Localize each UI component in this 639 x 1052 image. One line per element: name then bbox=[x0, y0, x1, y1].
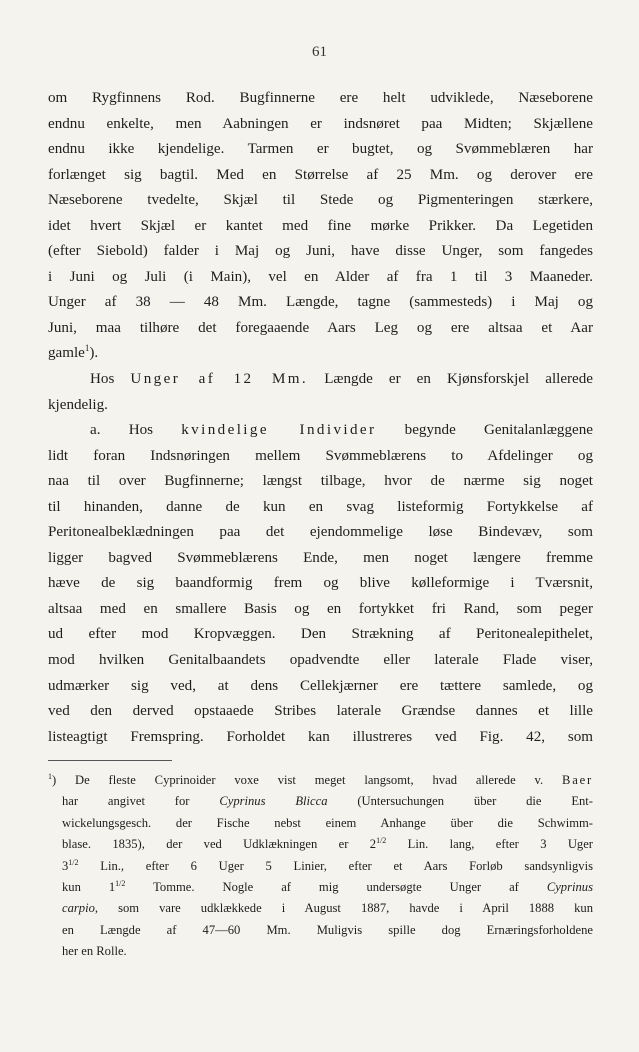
text-line: ligger bagved Svømmeblærens Ende, men noget længere fremme bbox=[48, 549, 593, 566]
section-label: a. bbox=[90, 422, 101, 439]
footnote-line bbox=[48, 856, 593, 877]
text-line bbox=[48, 341, 593, 367]
footnote-line bbox=[48, 770, 593, 791]
text-line: lidt foran Indsnøringen mellem Svømmeblærens to Afdelinger og bbox=[48, 447, 593, 464]
footnote-reference[interactable]: 1 bbox=[84, 343, 90, 354]
text-line: Næseborene tvedelte, Skjæl til Stede og Pigmenteringen stærkere, bbox=[48, 192, 593, 209]
text-fragment: , som vare udklækkede i August 1887, havde i April 1888 kun bbox=[94, 901, 593, 916]
footnote-line: her en Rolle. bbox=[62, 944, 127, 959]
text-line: ud efter mod Kropvæggen. Den Strækning af Peritonealepithelet, bbox=[48, 626, 593, 643]
text-line: endnu ikke kjendelige. Tarmen er bugtet, og Svømmeblæren har bbox=[48, 141, 593, 158]
fraction: 1/2 bbox=[115, 878, 126, 888]
text-line: altsaa med en smallere Basis og en fortykket fri Rand, som peger bbox=[48, 600, 593, 617]
text-line: naa til over Bugfinnerne; længst tilbage, hvor de nærme sig noget bbox=[48, 473, 593, 490]
text-fragment: Lin. lang, efter 3 Uger bbox=[386, 837, 593, 852]
text-line bbox=[48, 367, 593, 393]
text-fragment: ). bbox=[89, 345, 99, 362]
body-text bbox=[48, 86, 593, 750]
footnote-line bbox=[48, 791, 593, 812]
footnote-line bbox=[48, 898, 593, 919]
text-line: hæve de sig baandformig frem og blive kølleformige i Tværsnit, bbox=[48, 575, 593, 592]
species-name: carpio bbox=[62, 901, 95, 916]
text-line: ved den derved opstaaede Stribes laterale Grændse dannes et lille bbox=[48, 703, 593, 720]
emphasized-text: Unger af 12 Mm. bbox=[130, 371, 309, 388]
text-line: listeagtigt Fremspring. Forholdet kan illustreres ved Fig. 42, som bbox=[48, 728, 593, 745]
text-line: kjendelig. bbox=[48, 396, 108, 413]
text-fragment: Længde er en Kjønsforskjel allerede bbox=[324, 371, 594, 388]
author-name: Baer bbox=[562, 773, 593, 787]
text-line: forlænget sig bagtil. Med en Størrelse af 25 Mm. og derover ere bbox=[48, 166, 593, 183]
text-fragment: Lin., efter 6 Uger 5 Linier, efter et Aars Forløb sandsynligvis bbox=[78, 858, 593, 873]
text-fragment: gamle bbox=[48, 345, 85, 362]
text-line: Juni, maa tilhøre det foregaaende Aars Leg og ere altsaa et Aar bbox=[48, 319, 593, 336]
emphasized-text: kvindelige Individer bbox=[181, 422, 377, 439]
text-fragment: begynde Genitalanlæggene bbox=[404, 422, 593, 439]
text-line: Peritonealbeklædningen paa det ejendommelige løse Bindevæv, som bbox=[48, 524, 593, 541]
footnote-marker: 1 bbox=[48, 771, 52, 781]
text-fragment: har angivet for bbox=[62, 794, 190, 809]
text-fragment: Tomme. Nogle af mig undersøgte Unger af bbox=[125, 879, 519, 894]
text-fragment: ) De fleste Cyprinoider voxe vist meget langsomt, hvad allerede v. bbox=[52, 773, 544, 787]
text-fragment: kun 1 bbox=[62, 879, 116, 894]
text-fragment: 3 bbox=[62, 858, 69, 873]
footnote-line bbox=[48, 834, 593, 855]
species-name: Cyprinus bbox=[546, 879, 593, 894]
text-line: (efter Siebold) falder i Maj og Juni, have disse Unger, som fangedes bbox=[48, 243, 593, 260]
text-line: mod hvilken Genitalbaandets opadvendte eller laterale Flade viser, bbox=[48, 652, 593, 669]
text-fragment: Hos bbox=[128, 422, 154, 439]
text-fragment: Hos bbox=[90, 371, 115, 388]
footnote-line: en Længde af 47—60 Mm. Muligvis spille dog Ernæringsforholdene bbox=[62, 922, 593, 937]
text-line: idet hvert Skjæl er kantet med fine mørke Prikker. Da Legetiden bbox=[48, 217, 593, 234]
text-line: Unger af 38 — 48 Mm. Længde, tagne (sammesteds) i Maj og bbox=[48, 294, 593, 311]
text-line bbox=[48, 418, 593, 444]
fraction: 1/2 bbox=[376, 835, 387, 845]
text-line: til hinanden, danne de kun en svag listeformig Fortykkelse af bbox=[48, 498, 593, 515]
text-line: endnu enkelte, men Aabningen er indsnøret paa Midten; Skjællene bbox=[48, 115, 593, 132]
text-fragment: blase. 1835), der ved Udklækningen er 2 bbox=[62, 837, 377, 852]
text-line: i Juni og Juli (i Main), vel en Alder af fra 1 til 3 Maaneder. bbox=[48, 268, 593, 285]
page-number: 61 bbox=[312, 44, 327, 60]
text-line: om Rygfinnens Rod. Bugfinnerne ere helt udviklede, Næseborene bbox=[48, 90, 593, 106]
footnote-line: wickelungsgesch. der Fische nebst einem Anhange über die Schwimm- bbox=[62, 815, 593, 830]
footnote-separator bbox=[48, 760, 172, 761]
footnote bbox=[48, 770, 593, 963]
footnote-line bbox=[48, 877, 593, 898]
text-line: udmærker sig ved, at dens Cellekjærner ere tættere samlede, og bbox=[48, 677, 593, 694]
fraction: 1/2 bbox=[68, 857, 79, 867]
text-fragment: (Untersuchungen über die Ent- bbox=[357, 794, 593, 809]
species-name: Cyprinus Blicca bbox=[219, 794, 328, 809]
